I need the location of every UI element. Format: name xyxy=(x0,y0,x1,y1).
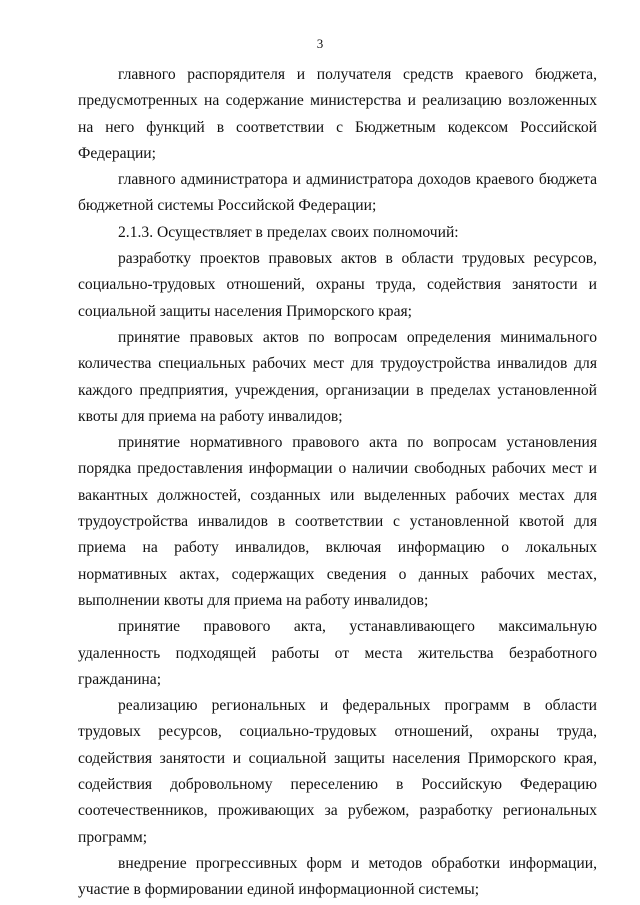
paragraph: разработку проектов правовых актов в области трудовых ресурсов, социально-трудовых отношений, охраны труда, содействия занятости и социальной защиты населения Приморского края; xyxy=(78,250,597,320)
paragraph: внедрение прогрессивных форм и методов обработки информации, участие в формировании единой информационной системы; xyxy=(78,854,597,899)
paragraph: принятие нормативного правового акта по вопросам установления порядка предоставления информации о наличии свободных рабочих мест и вакантных должностей, созданных или выделенных рабочих местах для трудоустройства инвалидов в соответствии с установленной квотой для приема на работу инвалидов, включая информацию о локальных нормативных актах, содержащих сведения о данных рабочих местах, выполнении квоты для приема на работу инвалидов; xyxy=(78,434,597,609)
paragraph: главного администратора и администратора доходов краевого бюджета бюджетной системы Российской Федерации; xyxy=(78,171,597,215)
page-number: 3 xyxy=(316,36,324,51)
paragraph: принятие правового акта, устанавливающего максимальную удаленность подходящей работы от места жительства безработного гражданина; xyxy=(78,618,597,688)
paragraph: принятие правовых актов по вопросам определения минимального количества специальных рабочих мест для трудоустройства инвалидов для каждого предприятия, учреждения, организации в пределах установленной квоты для приема на работу инвалидов; xyxy=(78,328,597,425)
paragraph: главного распорядителя и получателя средств краевого бюджета, предусмотренных на содержание министерства и реализацию возложенных на него функций в соответствии с Бюджетным кодексом Российской Федерации; xyxy=(78,66,597,162)
paragraph: 2.1.3. Осуществляет в пределах своих полномочий: xyxy=(118,223,459,241)
paragraph: реализацию региональных и федеральных программ в области трудовых ресурсов, социально-трудовых отношений, охраны труда, содействия занятости и социальной защиты населения Приморского края, содействия добровольному переселению в Российскую Федерацию соотечественников, проживающих за рубежом, разработку региональных программ; xyxy=(78,697,597,846)
document-body xyxy=(78,62,597,904)
